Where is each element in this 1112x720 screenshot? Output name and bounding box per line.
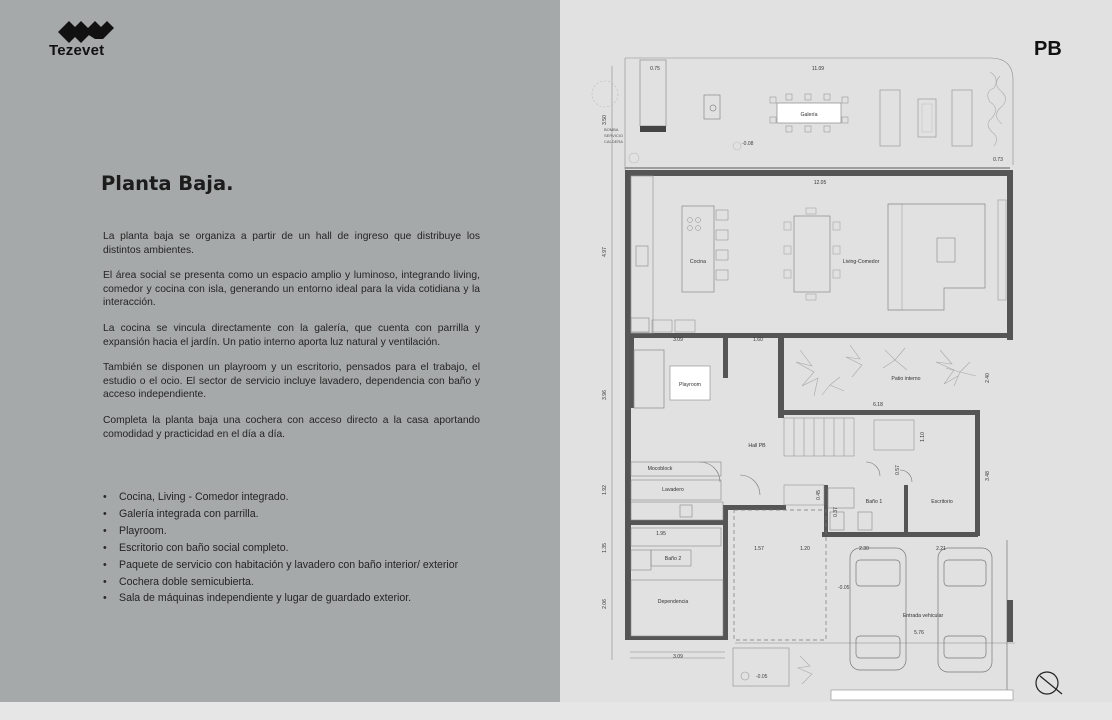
dimension-label: 3.09: [673, 654, 683, 660]
floor-plan: [586, 48, 1072, 702]
dimension-label: 0.37: [833, 507, 839, 517]
brand-name: Tezevet: [49, 42, 105, 59]
feature-list: [103, 489, 480, 607]
plan-badge: PB: [1034, 38, 1062, 60]
dimension-label: 3.50: [602, 115, 608, 125]
room-label-monoblock: Mocoblock: [647, 466, 673, 472]
dimension-label: 1.20: [800, 546, 810, 552]
dimension-label: 1.10: [920, 432, 926, 442]
level-label: -0.08: [742, 141, 754, 147]
note-label: SERVICIO: [604, 133, 624, 138]
list-item: • Playroom.: [103, 523, 480, 540]
room-label-playroom: Playroom: [679, 382, 701, 388]
list-item: • Sala de máquinas independiente y lugar de guardado exterior.: [103, 590, 480, 607]
page-title: Planta Baja.: [101, 172, 234, 195]
dimension-label: 1.95: [656, 531, 666, 537]
list-item: • Galería integrada con parrilla.: [103, 506, 480, 523]
room-label-hall: Hall PB: [748, 443, 766, 449]
paragraph: La planta baja se organiza a partir de un hall de ingreso que distribuye los distintos ambientes.: [103, 231, 480, 256]
dimension-label: 6.18: [873, 402, 883, 408]
description-panel: [0, 0, 560, 702]
list-item: • Escritorio con baño social completo.: [103, 540, 480, 557]
dimension-label: 11.09: [811, 66, 825, 72]
room-label-bano2: Baño 2: [664, 556, 682, 562]
dimension-label: 1.92: [602, 485, 608, 495]
room-label-galeria: Galería: [800, 112, 818, 118]
north-arrow-icon: [1036, 672, 1062, 694]
level-label: -0.05: [838, 585, 850, 591]
room-label-cocina: Cocina: [689, 259, 707, 265]
note-label: BOMBA: [604, 127, 619, 132]
room-label-bano1: Baño 1: [865, 499, 883, 505]
list-item: • Cochera doble semicubierta.: [103, 574, 480, 591]
note-label: CALDERA: [604, 139, 623, 144]
list-item: • Paquete de servicio con habitación y lavadero con baño interior/ exterior: [103, 557, 480, 574]
room-label-living: Living-Comedor: [842, 259, 880, 265]
bottom-strip: [0, 702, 1112, 720]
paragraph: La cocina se vincula directamente con la galería, que cuenta con parrilla y expansión hacia el jardín. Un patio interno aporta luz natural y ventilación.: [103, 322, 480, 348]
dimension-label: 1.35: [602, 543, 608, 553]
dimension-label: 0.45: [816, 490, 822, 500]
dimension-label: 3.48: [985, 471, 991, 481]
paragraph: El área social se presenta como un espacio amplio y luminoso, integrando living, comedor y cocina con isla, generando un entorno ideal para la vida cotidiana y la interacción.: [103, 270, 480, 309]
dimension-label: 0.57: [895, 465, 901, 475]
dimension-label: 1.60: [753, 337, 763, 343]
paragraph: Completa la planta baja una cochera con acceso directo a la casa aportando comodidad y practicidad en el día a día.: [103, 414, 480, 440]
room-label-entrada: Entrada vehicular: [902, 613, 944, 619]
room-label-dependencia: Dependencia: [657, 599, 689, 605]
dimension-label: 4.97: [602, 247, 608, 257]
level-label: -0.05: [756, 674, 768, 680]
dimension-label: 0.75: [650, 66, 660, 72]
room-label-lavadero: Lavadero: [662, 487, 684, 493]
dimension-label: 2.21: [936, 546, 946, 552]
room-label-escritorio: Escritorio: [931, 499, 953, 505]
paragraph: También se disponen un playroom y un escritorio, pensados para el trabajo, el estudio o el ocio. El sector de servicio incluye lavadero, dependencia con baño y acceso independiente.: [103, 362, 480, 401]
dimension-label: 2.40: [985, 373, 991, 383]
dimension-label: 2.30: [859, 546, 869, 552]
dimension-label: 3.09: [673, 337, 683, 343]
dimension-label: 2.06: [602, 599, 608, 609]
description-text: [103, 230, 480, 453]
dimension-label: 1.57: [754, 546, 764, 552]
room-label-patio: Patio interno: [891, 376, 921, 382]
dimension-label: 12.05: [813, 180, 827, 186]
dimension-label: 0.73: [993, 157, 1003, 163]
dimension-label: 3.96: [602, 390, 608, 400]
dimension-label: 5.76: [914, 630, 924, 636]
list-item: • Cocina, Living - Comedor integrado.: [103, 489, 480, 506]
